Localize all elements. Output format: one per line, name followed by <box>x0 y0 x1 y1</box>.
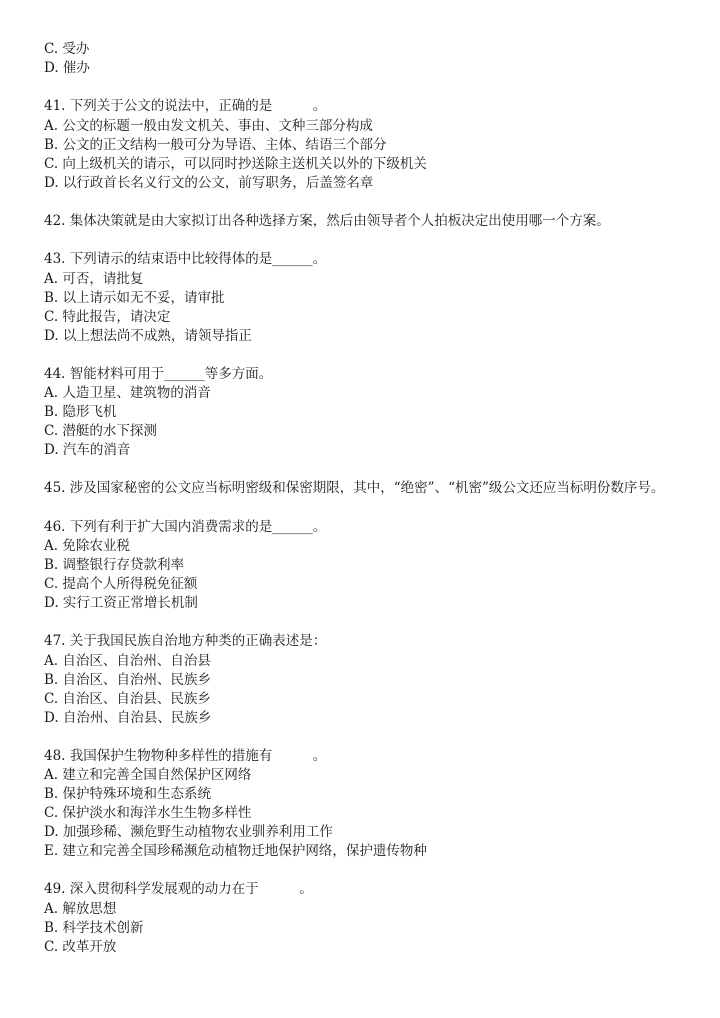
option: B. 科学技术创新 <box>44 919 144 936</box>
option: C. 提高个人所得税免征额 <box>44 576 198 592</box>
option: A. 自治区、自治州、自治县 <box>44 652 211 669</box>
option: C. 保护淡水和海洋水生生物多样性 <box>44 805 252 821</box>
option: A. 人造卫星、建筑物的消音 <box>44 385 211 401</box>
question-43 <box>44 250 694 346</box>
option: C. 自治区、自治县、民族乡 <box>44 690 211 707</box>
option: A. 公文的标题一般由发文机关、事由、文种三部分构成 <box>44 117 373 134</box>
question-45 <box>44 479 694 499</box>
option: B. 公文的正文结构一般可分为导语、主体、结语三个部分 <box>44 136 387 153</box>
question-47 <box>44 632 694 728</box>
option: D. 实行工资正常增长机制 <box>44 595 198 611</box>
question-stem: 49. 深入贯彻科学发展观的动力在于 。 <box>44 881 313 897</box>
question-stem: 45. 涉及国家秘密的公文应当标明密级和保密期限，其中，“绝密”、“机密”级公文还应当标明份数序号。 <box>44 480 665 496</box>
option: C. 潜艇的水下探测 <box>44 423 157 439</box>
option: A. 可否，请批复 <box>44 270 144 287</box>
option: B. 自治区、自治州、民族乡 <box>44 671 212 688</box>
option: D. 汽车的消音 <box>44 442 131 458</box>
option: C. 改革开放 <box>44 938 117 955</box>
question-stem: 43. 下列请示的结束语中比较得体的是______。 <box>44 251 327 267</box>
option: E. 建立和完善全国珍稀濒危动植物迁地保护网络，保护遗传物种 <box>44 843 427 859</box>
option: B. 调整银行存贷款利率 <box>44 557 185 573</box>
option: A. 建立和完善全国自然保护区网络 <box>44 767 252 783</box>
question-stem: 41. 下列关于公文的说法中，正确的是 。 <box>44 98 327 114</box>
option: A. 免除农业税 <box>44 538 130 554</box>
option: D. 自治州、自治县、民族乡 <box>44 709 212 726</box>
option: A. 解放思想 <box>44 900 117 917</box>
option: B. 隐形飞机 <box>44 404 117 420</box>
question-46 <box>44 518 694 614</box>
option: B. 保护特殊环境和生态系统 <box>44 786 212 802</box>
previous-question-options <box>44 40 694 78</box>
question-41 <box>44 97 694 193</box>
option: C. 向上级机关的请示，可以同时抄送除主送机关以外的下级机关 <box>44 155 427 172</box>
document-page <box>44 40 694 976</box>
option: D. 以上想法尚不成熟，请领导指正 <box>44 327 252 344</box>
option: C. 特此报告，请决定 <box>44 308 171 325</box>
question-44 <box>44 365 694 461</box>
question-stem: 44. 智能材料可用于______等多方面。 <box>44 365 273 382</box>
question-stem: 48. 我国保护生物物种多样性的措施有 。 <box>44 747 327 764</box>
question-stem: 46. 下列有利于扩大国内消费需求的是______。 <box>44 518 327 535</box>
option: C. 受办 <box>44 41 90 57</box>
question-stem: 42. 集体决策就是由大家拟订出各种选择方案，然后由领导者个人拍板决定出使用哪一个方案。 <box>44 212 610 229</box>
option: B. 以上请示如无不妥，请审批 <box>44 289 225 306</box>
option: D. 以行政首长名义行文的公文，前写职务，后盖签名章 <box>44 174 374 191</box>
option: D. 催办 <box>44 60 90 76</box>
option: D. 加强珍稀、濒危野生动植物农业驯养利用工作 <box>44 824 333 840</box>
question-48 <box>44 747 694 862</box>
question-stem: 47. 关于我国民族自治地方种类的正确表述是： <box>44 633 327 649</box>
question-49 <box>44 880 694 957</box>
question-42 <box>44 212 694 232</box>
